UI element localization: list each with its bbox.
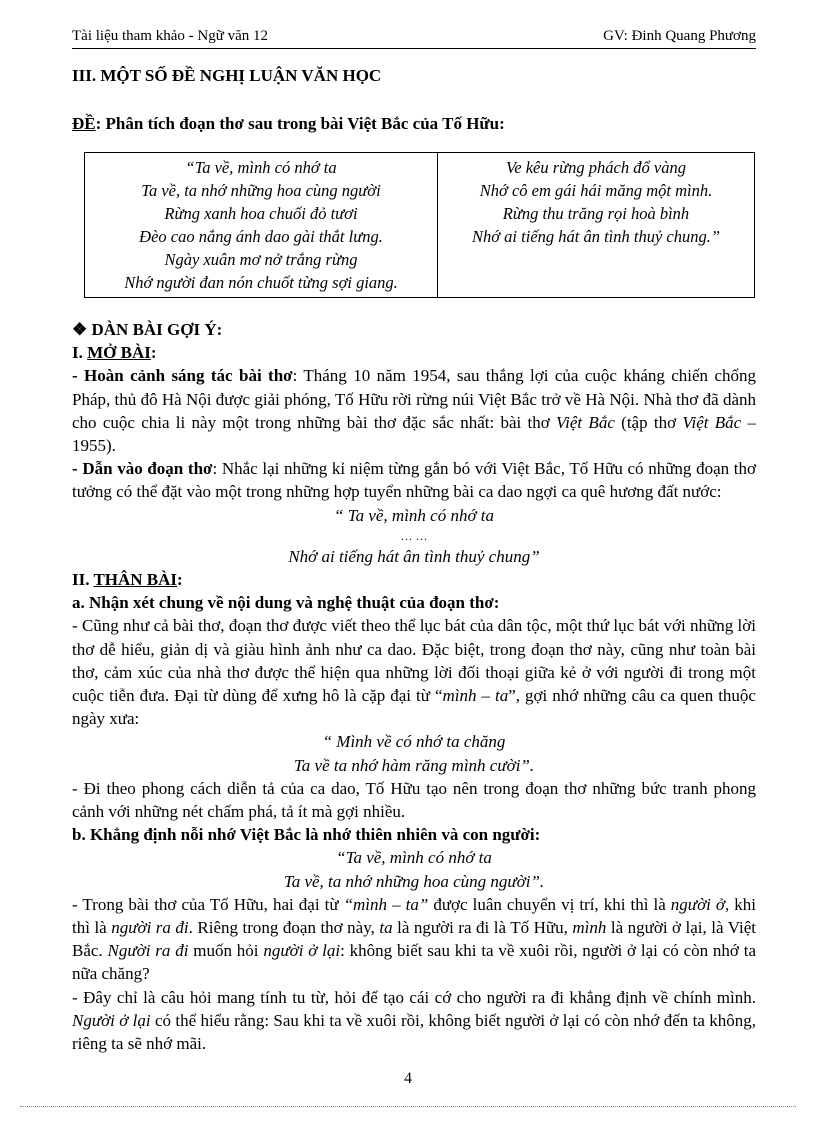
- poem-line: Nhớ người đan nón chuốt từng sợi giang.: [124, 273, 398, 292]
- outline-title: ❖ DÀN BÀI GỢI Ý:: [72, 320, 223, 339]
- hoan-canh-paragraph: [72, 364, 756, 457]
- dan-vao-paragraph: [72, 457, 756, 503]
- poem-line: Ngày xuân mơ nở trắng rừng: [164, 250, 358, 269]
- quote-line: Nhớ ai tiếng hát ân tình thuỷ chung”: [288, 546, 540, 566]
- poem-line: Đèo cao nắng ánh dao gài thắt lưng.: [139, 227, 383, 246]
- subsection-b-paragraph-2: [72, 986, 756, 1056]
- section-title: III. MỘT SỐ ĐỀ NGHỊ LUẬN VĂN HỌC: [72, 66, 382, 85]
- quote-ellipsis: … …: [400, 528, 428, 543]
- poem-line: Nhớ ai tiếng hát ân tình thuỷ chung.”: [471, 227, 721, 246]
- hoan-canh-text: (tập thơ: [614, 412, 683, 432]
- dan-vao-text: : Nhắc lại những kỉ niệm từng gắn bó với Việt Bắc, Tố Hữu có những đoạn thơ tưởng có thể đặt vào một trong những hợp tuyển những bài ca dao ngợi ca quê hương đất nước:: [72, 459, 756, 502]
- hoan-canh-text: – 1955).: [72, 412, 757, 456]
- poem-line: Ta về, ta nhớ những hoa cùng người: [141, 181, 381, 200]
- poem-line: Nhớ cô em gái hái măng một mình.: [479, 181, 713, 200]
- poem-line: “Ta về, mình có nhớ ta: [185, 158, 337, 177]
- bottom-divider: [20, 1106, 796, 1107]
- header-left: Tài liệu tham khảo - Ngữ văn 12: [72, 28, 268, 44]
- subsection-a-paragraph-2: - Đi theo phong cách diễn tả của ca dao, Tố Hữu tạo nên trong đoạn thơ những bức tranh phong cảnh với những nét chấm phá, tả ít mà gợi nhiều.: [72, 778, 756, 822]
- subsection-a-paragraph-1: [72, 614, 756, 730]
- de-prompt: [72, 114, 505, 134]
- paragraph-text: - Đây chỉ là câu hỏi mang tính tu từ, hỏi để tạo cái cớ cho người ra đi khẳng định về chính mình.: [72, 987, 756, 1007]
- paragraph-text: - Trong bài thơ của Tố Hữu, hai đại từ: [72, 894, 344, 914]
- paragraph-text: muốn hỏi: [188, 941, 264, 961]
- mo-bai-number: I.: [72, 343, 88, 363]
- poem-column-1: [85, 153, 438, 298]
- poem-line: Ve kêu rừng phách đổ vàng: [506, 158, 686, 177]
- de-label: ĐỀ: [72, 114, 96, 133]
- italic-term: người ra đi: [111, 918, 189, 938]
- hoan-canh-label: - Hoàn cảnh sáng tác bài thơ: [72, 366, 293, 386]
- subsection-b-title: b. Khẳng định nỗi nhớ Việt Bắc là nhớ thiên nhiên và con người:: [72, 825, 541, 845]
- italic-term: mình: [572, 918, 607, 938]
- paragraph-text: - Cũng như cả bài thơ, đoạn thơ được viết theo thể lục bát của dân tộc, một thứ lục bát với những lời thơ dễ hiểu, giản dị và giàu hình ảnh như ca dao. Đặc biệt, trong đoạn thơ này, cũng như toàn bài thơ, cảm xúc của nhà thơ được thể hiện qua những lời đối thoại giữa kẻ ở với người đi trong một cuộc tiễn đưa. Đại từ dùng để xưng hô là cặp đại từ “: [72, 616, 756, 706]
- paragraph-text: là người ở lại, là Việt Bắc.: [72, 918, 756, 961]
- header-right: GV: Đinh Quang Phương: [603, 28, 756, 44]
- italic-term: ta: [379, 918, 393, 938]
- than-bai-label: THÂN BÀI: [93, 570, 178, 590]
- quote-line: Ta về, ta nhớ những hoa cùng người”.: [283, 871, 545, 891]
- italic-term: Người ra đi: [107, 941, 189, 961]
- italic-term: người ở: [670, 894, 725, 914]
- quote-line: Ta về ta nhớ hàm răng mình cười”.: [293, 755, 535, 775]
- paragraph-text: . Riêng trong đoạn thơ này,: [188, 918, 380, 938]
- paragraph-text: là người ra đi là Tố Hữu,: [392, 918, 573, 938]
- quote-line: “Ta về, mình có nhớ ta: [336, 848, 492, 868]
- quote-line: “ Mình về có nhớ ta chăng: [322, 732, 506, 752]
- italic-term: người ở lại: [263, 941, 341, 961]
- paragraph-text: : không biết sau khi ta về xuôi rồi, người ở lại có còn nhớ ta nữa chăng?: [72, 941, 757, 984]
- de-text: : Phân tích đoạn thơ sau trong bài Việt Bắc của Tố Hữu:: [95, 114, 505, 133]
- paragraph-text: có thể hiểu rằng: Sau khi ta về xuôi rồi, không biết người ở lại có còn nhớ đến ta không, riêng ta sẽ nhớ mãi.: [72, 1010, 756, 1054]
- mo-bai-label: MỞ BÀI: [87, 343, 151, 363]
- than-bai-heading: [72, 568, 756, 591]
- paragraph-text: ”, gợi nhớ những câu ca quen thuộc ngày xưa:: [72, 686, 756, 729]
- quote-line: “ Ta về, mình có nhớ ta: [333, 505, 495, 525]
- page-header: [72, 28, 756, 49]
- italic-term: Người ở lại: [72, 1010, 151, 1030]
- page-number: 4: [404, 1070, 412, 1087]
- poem-column-2: [438, 153, 755, 298]
- hoan-canh-collection: Việt Bắc: [682, 412, 742, 432]
- outline-body: [72, 318, 756, 1055]
- than-bai-colon: :: [177, 570, 183, 590]
- subsection-b-paragraph-1: [72, 893, 756, 986]
- hoan-canh-text: : Tháng 10 năm 1954, sau thắng lợi của cuộc kháng chiến chống Pháp, thủ đô Hà Nội được giải phóng, Tố Hữu rời rừng núi Việt Bắc trở về Hà Nội. Nhà thơ đã dành cho cuộc chia li này một trong những bài thơ đặc sắc nhất: bài thơ: [72, 366, 756, 432]
- italic-term: “mình – ta”: [343, 894, 429, 914]
- hoan-canh-title: Việt Bắc: [556, 412, 615, 432]
- dan-vao-label: - Dẫn vào đoạn thơ: [72, 459, 213, 479]
- poem-line: Rừng xanh hoa chuối đỏ tươi: [164, 204, 358, 223]
- subsection-a-title: a. Nhận xét chung về nội dung và nghệ thuật của đoạn thơ:: [72, 593, 500, 613]
- poem-table: [84, 152, 755, 298]
- paragraph-text: được luân chuyển vị trí, khi thì là: [428, 894, 671, 914]
- paragraph-text: , khi thì là: [72, 894, 756, 938]
- pronoun-pair: mình – ta: [442, 686, 509, 706]
- than-bai-number: II.: [72, 570, 94, 590]
- mo-bai-heading: [72, 341, 756, 364]
- mo-bai-colon: :: [150, 343, 157, 363]
- poem-line: Rừng thu trăng rọi hoà bình: [502, 204, 690, 223]
